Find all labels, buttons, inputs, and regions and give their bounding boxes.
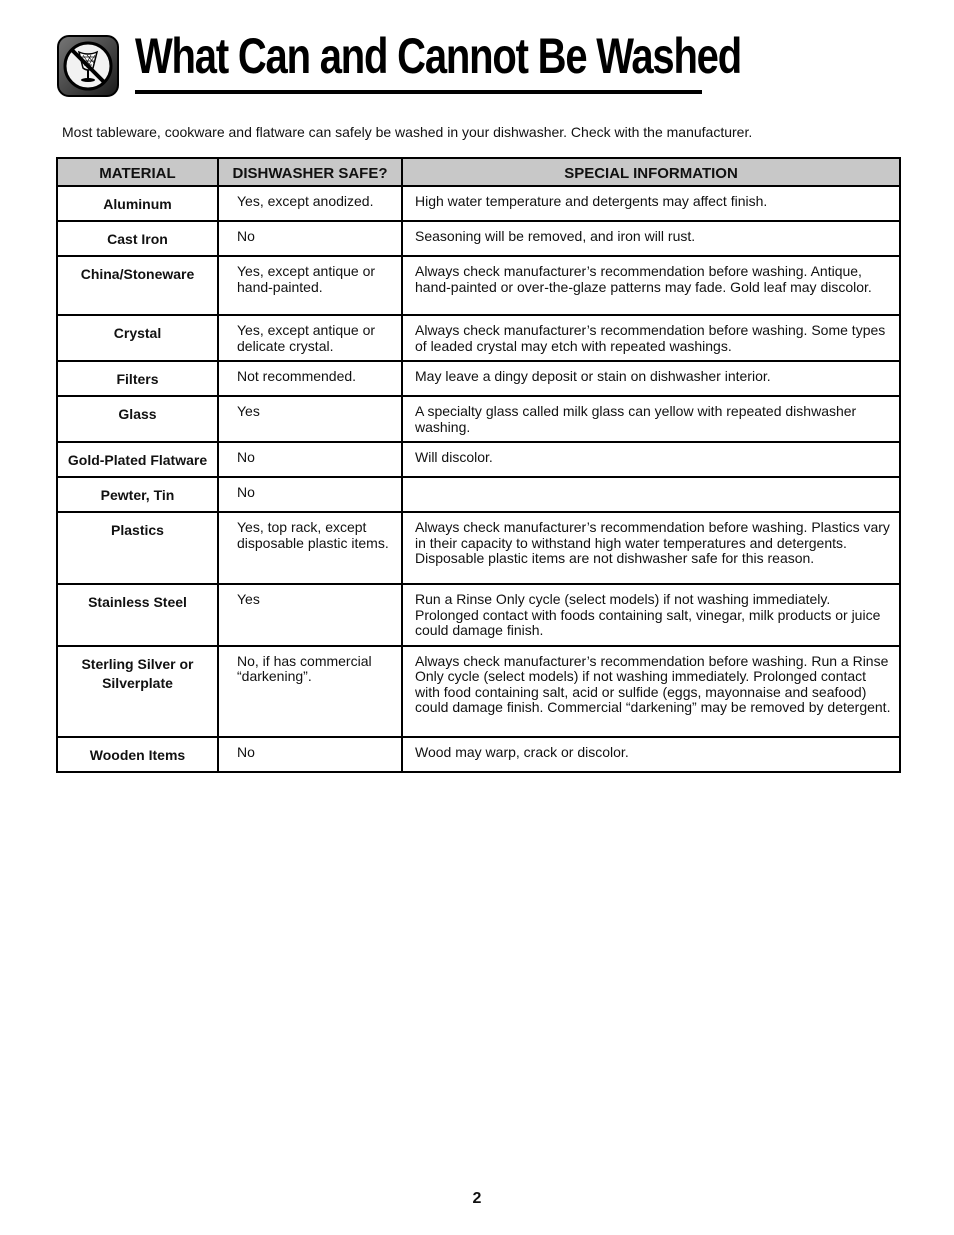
table-row	[57, 186, 900, 221]
material-cell: Cast Iron	[57, 221, 218, 256]
table-row	[57, 256, 900, 315]
table-row	[57, 737, 900, 772]
info-cell: May leave a dingy deposit or stain on dishwasher interior.	[402, 361, 900, 396]
safe-cell: No	[218, 221, 402, 256]
column-header-dishwasher-safe: DISHWASHER SAFE?	[218, 158, 402, 186]
table-row	[57, 512, 900, 584]
material-cell: Sterling Silver or Silverplate	[57, 646, 218, 737]
washing-table	[56, 157, 901, 773]
material-cell: Stainless Steel	[57, 584, 218, 646]
material-cell: Crystal	[57, 315, 218, 361]
info-cell	[402, 477, 900, 512]
table-row	[57, 221, 900, 256]
page-number: 2	[472, 1190, 482, 1207]
safe-cell: No, if has commercial “darkening”.	[218, 646, 402, 737]
table-row	[57, 396, 900, 442]
intro-text: Most tableware, cookware and flatware can safely be washed in your dishwasher. Check with the manufacturer.	[62, 124, 753, 140]
column-header-special-information: SPECIAL INFORMATION	[402, 158, 900, 186]
safe-cell: No	[218, 737, 402, 772]
table-header-row	[57, 158, 900, 186]
table-row	[57, 646, 900, 737]
table-row	[57, 361, 900, 396]
info-cell: High water temperature and detergents may affect finish.	[402, 186, 900, 221]
material-cell: Plastics	[57, 512, 218, 584]
material-cell: Pewter, Tin	[57, 477, 218, 512]
info-cell: Always check manufacturer’s recommendation before washing. Run a Rinse Only cycle (select models) if not washing immediately. Prolonged contact with food containing salt, acid or sulfide (eggs, mayonnaise and seafood) could damage finish. Commercial “darkening” may be removed by detergent.	[402, 646, 900, 737]
table-row	[57, 442, 900, 477]
table-row	[57, 584, 900, 646]
material-cell: Aluminum	[57, 186, 218, 221]
material-cell: Gold-Plated Flatware	[57, 442, 218, 477]
info-cell: Always check manufacturer’s recommendation before washing. Some types of leaded crystal may etch with repeated washings.	[402, 315, 900, 361]
no-glass-icon	[57, 35, 119, 97]
safe-cell: Yes, top rack, except disposable plastic items.	[218, 512, 402, 584]
column-header-material: MATERIAL	[57, 158, 218, 186]
safe-cell: Yes	[218, 584, 402, 646]
material-cell: Glass	[57, 396, 218, 442]
material-cell: China/Stoneware	[57, 256, 218, 315]
safe-cell: Yes	[218, 396, 402, 442]
info-cell: Seasoning will be removed, and iron will rust.	[402, 221, 900, 256]
material-cell: Wooden Items	[57, 737, 218, 772]
safe-cell: Yes, except antique or delicate crystal.	[218, 315, 402, 361]
info-cell: Will discolor.	[402, 442, 900, 477]
table-row	[57, 315, 900, 361]
info-cell: Run a Rinse Only cycle (select models) if not washing immediately. Prolonged contact with foods containing salt, vinegar, milk products or juice could damage finish.	[402, 584, 900, 646]
safe-cell: No	[218, 442, 402, 477]
info-cell: A specialty glass called milk glass can yellow with repeated dishwasher washing.	[402, 396, 900, 442]
safe-cell: Not recommended.	[218, 361, 402, 396]
info-cell: Always check manufacturer’s recommendation before washing. Plastics vary in their capacity to withstand high water temperatures and detergents. Disposable plastic items are not dishwasher safe for this reason.	[402, 512, 900, 584]
table-row	[57, 477, 900, 512]
info-cell: Wood may warp, crack or discolor.	[402, 737, 900, 772]
material-cell: Filters	[57, 361, 218, 396]
page-title: What Can and Cannot Be Washed	[135, 28, 741, 84]
info-cell: Always check manufacturer’s recommendation before washing. Antique, hand-painted or over-the-glaze patterns may fade. Gold leaf may discolor.	[402, 256, 900, 315]
safe-cell: Yes, except anodized.	[218, 186, 402, 221]
title-underline	[135, 90, 702, 94]
safe-cell: No	[218, 477, 402, 512]
safe-cell: Yes, except antique or hand-painted.	[218, 256, 402, 315]
